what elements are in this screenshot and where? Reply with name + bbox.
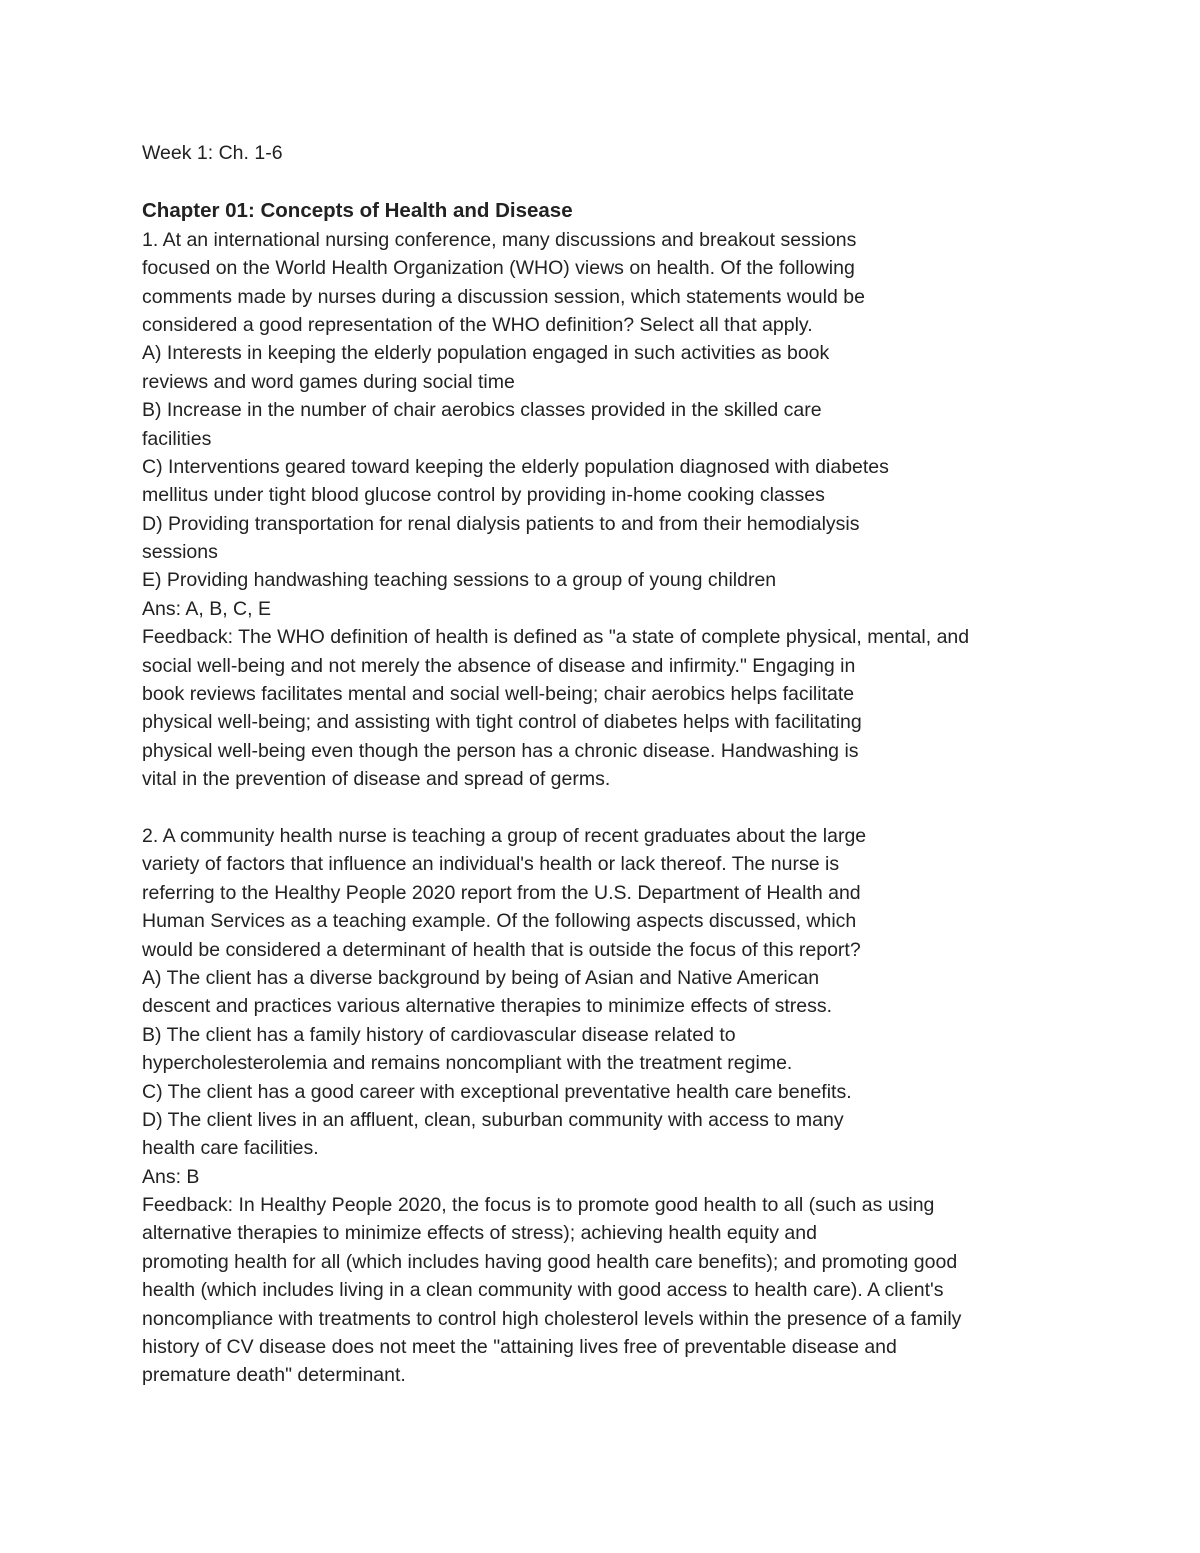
question-2-option-d: D) The client lives in an affluent, clean, suburban community with access to many	[142, 1108, 844, 1131]
question-2-answer: Ans: B	[142, 1165, 200, 1188]
question-2-line: referring to the Healthy People 2020 report from the U.S. Department of Health and	[142, 881, 861, 904]
question-2-line: would be considered a determinant of health that is outside the focus of this report?	[142, 938, 861, 961]
question-2-feedback: health (which includes living in a clean community with good access to health care). A client's	[142, 1279, 944, 1302]
question-2	[142, 822, 1142, 1390]
question-2-option-d: health care facilities.	[142, 1137, 319, 1160]
question-1-option-c: mellitus under tight blood glucose control by providing in-home cooking classes	[142, 484, 825, 507]
question-1-option-a: reviews and word games during social time	[142, 370, 515, 393]
question-2-line: 2. A community health nurse is teaching a group of recent graduates about the large	[142, 824, 867, 847]
question-2-option-a: A) The client has a diverse background by being of Asian and Native American	[142, 966, 820, 989]
question-1-feedback: social well-being and not merely the absence of disease and infirmity." Engaging in	[142, 654, 856, 677]
week-heading: Week 1: Ch. 1-6	[142, 142, 283, 164]
question-1	[142, 226, 1142, 794]
document-content	[142, 139, 1142, 1390]
question-1-feedback: physical well-being; and assisting with tight control of diabetes helps with facilitating	[142, 711, 862, 734]
question-1-option-d: D) Providing transportation for renal dialysis patients to and from their hemodialysis	[142, 512, 860, 535]
question-2-option-b: hypercholesterolemia and remains noncompliant with the treatment regime.	[142, 1052, 793, 1075]
question-1-feedback: Feedback: The WHO definition of health is defined as "a state of complete physical, mental, and	[142, 626, 970, 649]
question-2-feedback: premature death" determinant.	[142, 1364, 406, 1387]
question-1-answer: Ans: A, B, C, E	[142, 597, 271, 620]
question-1-line: comments made by nurses during a discussion session, which statements would be	[142, 285, 865, 308]
question-1-line: considered a good representation of the WHO definition? Select all that apply.	[142, 313, 813, 336]
question-2-feedback: alternative therapies to minimize effects of stress); achieving health equity and	[142, 1222, 817, 1245]
question-2-line: Human Services as a teaching example. Of the following aspects discussed, which	[142, 910, 857, 933]
question-1-option-a: A) Interests in keeping the elderly population engaged in such activities as book	[142, 342, 830, 365]
paragraph-gap	[142, 794, 1142, 822]
question-1-feedback: vital in the prevention of disease and spread of germs.	[142, 768, 611, 791]
question-1-feedback: book reviews facilitates mental and social well-being; chair aerobics helps facilitate	[142, 683, 855, 706]
question-1-option-b: facilities	[142, 427, 212, 450]
question-1-option-b: B) Increase in the number of chair aerobics classes provided in the skilled care	[142, 399, 822, 422]
question-2-feedback: Feedback: In Healthy People 2020, the focus is to promote good health to all (such as using	[142, 1194, 935, 1217]
question-1-option-c: C) Interventions geared toward keeping the elderly population diagnosed with diabetes	[142, 455, 889, 478]
question-1-feedback: physical well-being even though the person has a chronic disease. Handwashing is	[142, 739, 859, 762]
question-2-feedback: history of CV disease does not meet the "attaining lives free of preventable disease and	[142, 1336, 897, 1359]
question-2-option-c: C) The client has a good career with exceptional preventative health care benefits.	[142, 1080, 852, 1103]
question-2-line: variety of factors that influence an individual's health or lack thereof. The nurse is	[142, 853, 840, 876]
question-2-option-a: descent and practices various alternative therapies to minimize effects of stress.	[142, 995, 833, 1018]
question-1-option-e: E) Providing handwashing teaching sessions to a group of young children	[142, 569, 777, 592]
question-2-feedback: promoting health for all (which includes having good health care benefits); and promoting good	[142, 1250, 958, 1273]
question-1-option-d: sessions	[142, 541, 218, 564]
question-1-line: focused on the World Health Organization (WHO) views on health. Of the following	[142, 257, 855, 280]
question-2-option-b: B) The client has a family history of cardiovascular disease related to	[142, 1023, 736, 1046]
question-2-feedback: noncompliance with treatments to control high cholesterol levels within the presence of a family	[142, 1307, 962, 1330]
chapter-title: Chapter 01: Concepts of Health and Disease	[142, 199, 573, 223]
question-1-line: 1. At an international nursing conference, many discussions and breakout sessions	[142, 228, 857, 251]
